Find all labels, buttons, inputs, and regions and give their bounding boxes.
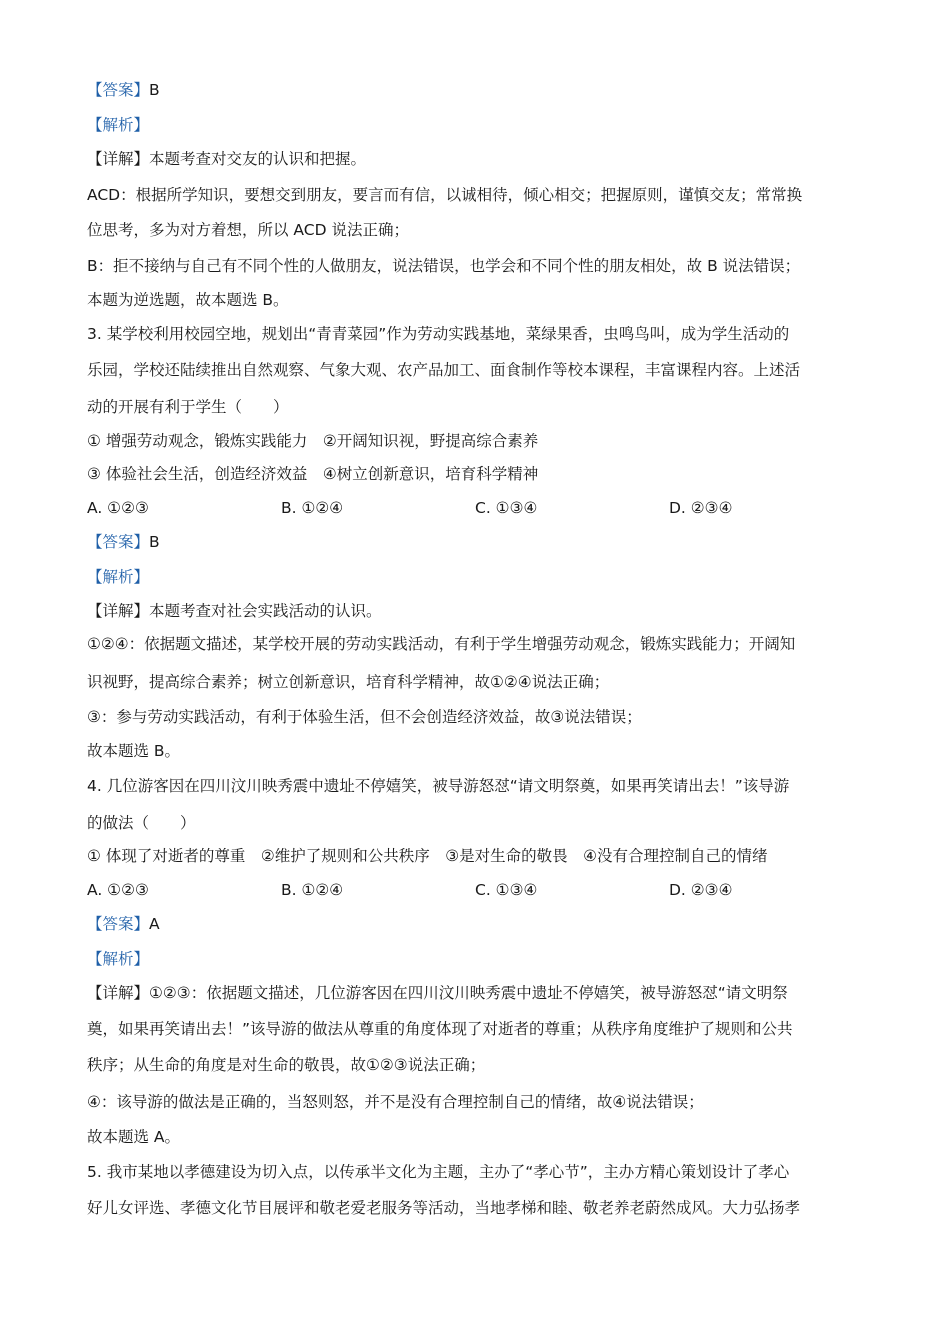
- q2-para1-line1: ACD：根据所学知识，要想交到朋友，要言而有信，以诚相待，倾心相交；把握原则，谨慎交友；常常换: [87, 186, 803, 204]
- q4-option-d: D. ②③④: [669, 881, 733, 899]
- answer-value: A: [149, 915, 160, 933]
- q2-answer-line: [87, 80, 870, 100]
- q4-detail-line1: [87, 983, 870, 1003]
- q3-analysis-tag: 【解析】: [87, 568, 150, 586]
- q3-items-line1: ① 增强劳动观念，锻炼实践能力 ②开阔知识视，野提高综合素养: [87, 432, 539, 450]
- q4-option-a: A. ①②③: [87, 881, 149, 899]
- q3-option-b: B. ①②④: [281, 499, 344, 517]
- answer-value: B: [149, 533, 160, 551]
- q2-para2: B：拒不接纳与自己有不同个性的人做朋友，说法错误，也学会和不同个性的朋友相处，故 B 说法错误；: [87, 257, 801, 275]
- answer-tag: 【答案】: [87, 81, 150, 99]
- answer-tag: 【答案】: [87, 533, 150, 551]
- q2-para1-line2: 位思考，多为对方着想，所以 ACD 说法正确；: [87, 221, 409, 239]
- q2-detail-line: [87, 149, 870, 169]
- q3-para1-line2: 识视野，提高综合素养；树立创新意识，培育科学精神，故①②④说法正确；: [87, 673, 610, 691]
- detail-tag: 【详解】: [87, 984, 150, 1002]
- q4-option-c: C. ①③④: [475, 881, 538, 899]
- q4-analysis-tag: 【解析】: [87, 950, 150, 968]
- q4-stem-line2: 的做法（ ）: [87, 814, 196, 832]
- q4-items-line1: ① 体现了对逝者的尊重 ②维护了规则和公共秩序 ③是对生命的敬畏 ④没有合理控制自己的情绪: [87, 847, 768, 865]
- detail-intro: 本题考查对社会实践活动的认识。: [149, 602, 382, 620]
- q3-detail-line: [87, 601, 870, 621]
- q3-stem-line2: 乐园，学校还陆续推出自然观察、气象大观、农产品加工、面食制作等校本课程，丰富课程内容。上述活: [87, 361, 801, 379]
- q2-analysis-tag: 【解析】: [87, 116, 150, 134]
- q5-stem-line2: 好儿女评选、孝德文化节目展评和敬老爱老服务等活动，当地孝梯和睦、敬老养老蔚然成风。大力弘扬孝: [87, 1199, 801, 1217]
- q3-para1-line1: ①②④：依据题文描述，某学校开展的劳动实践活动，有利于学生增强劳动观念，锻炼实践能力；开阔知: [87, 635, 796, 653]
- q3-stem-line1: 3. 某学校利用校园空地，规划出“青青菜园”作为劳动实践基地，菜绿果香，虫鸣鸟叫，成为学生活动的: [87, 325, 790, 343]
- answer-tag: 【答案】: [87, 915, 150, 933]
- q3-option-d: D. ②③④: [669, 499, 733, 517]
- q3-conclusion: 故本题选 B。: [87, 742, 181, 760]
- q3-items-line2: ③ 体验社会生活，创造经济效益 ④树立创新意识，培育科学精神: [87, 465, 539, 483]
- q2-conclusion: 本题为逆选题，故本题选 B。: [87, 291, 289, 309]
- detail-tag: 【详解】: [87, 150, 150, 168]
- detail-tag: 【详解】: [87, 602, 150, 620]
- q4-answer-line: [87, 914, 870, 934]
- q4-para1-line2: 奠，如果再笑请出去！”该导游的做法从尊重的角度体现了对逝者的尊重；从秩序角度维护了规则和公共: [87, 1020, 793, 1038]
- q3-option-c: C. ①③④: [475, 499, 538, 517]
- q3-option-a: A. ①②③: [87, 499, 149, 517]
- detail-text: ①②③：依据题文描述，几位游客因在四川汶川映秀震中遗址不停嬉笑，被导游怒怼“请文明祭: [149, 984, 788, 1002]
- q3-stem-line3: 动的开展有利于学生（ ）: [87, 398, 289, 416]
- q3-answer-line: [87, 532, 870, 552]
- q5-stem-line1: 5. 我市某地以孝德建设为切入点，以传承半文化为主题，主办了“孝心节”，主办方精心策划设计了孝心: [87, 1163, 790, 1181]
- answer-value: B: [149, 81, 160, 99]
- q4-option-b: B. ①②④: [281, 881, 344, 899]
- q4-para1-line3: 秩序；从生命的角度是对生命的敬畏，故①②③说法正确；: [87, 1056, 486, 1074]
- q4-conclusion: 故本题选 A。: [87, 1128, 181, 1146]
- q4-stem-line1: 4. 几位游客因在四川汶川映秀震中遗址不停嬉笑，被导游怒怼“请文明祭奠，如果再笑请出去！”该导游: [87, 777, 790, 795]
- q3-para2: ③：参与劳动实践活动，有利于体验生活，但不会创造经济效益，故③说法错误；: [87, 708, 642, 726]
- detail-intro: 本题考查对交友的认识和把握。: [149, 150, 367, 168]
- q4-para2: ④：该导游的做法是正确的，当怒则怒，并不是没有合理控制自己的情绪，故④说法错误；: [87, 1093, 704, 1111]
